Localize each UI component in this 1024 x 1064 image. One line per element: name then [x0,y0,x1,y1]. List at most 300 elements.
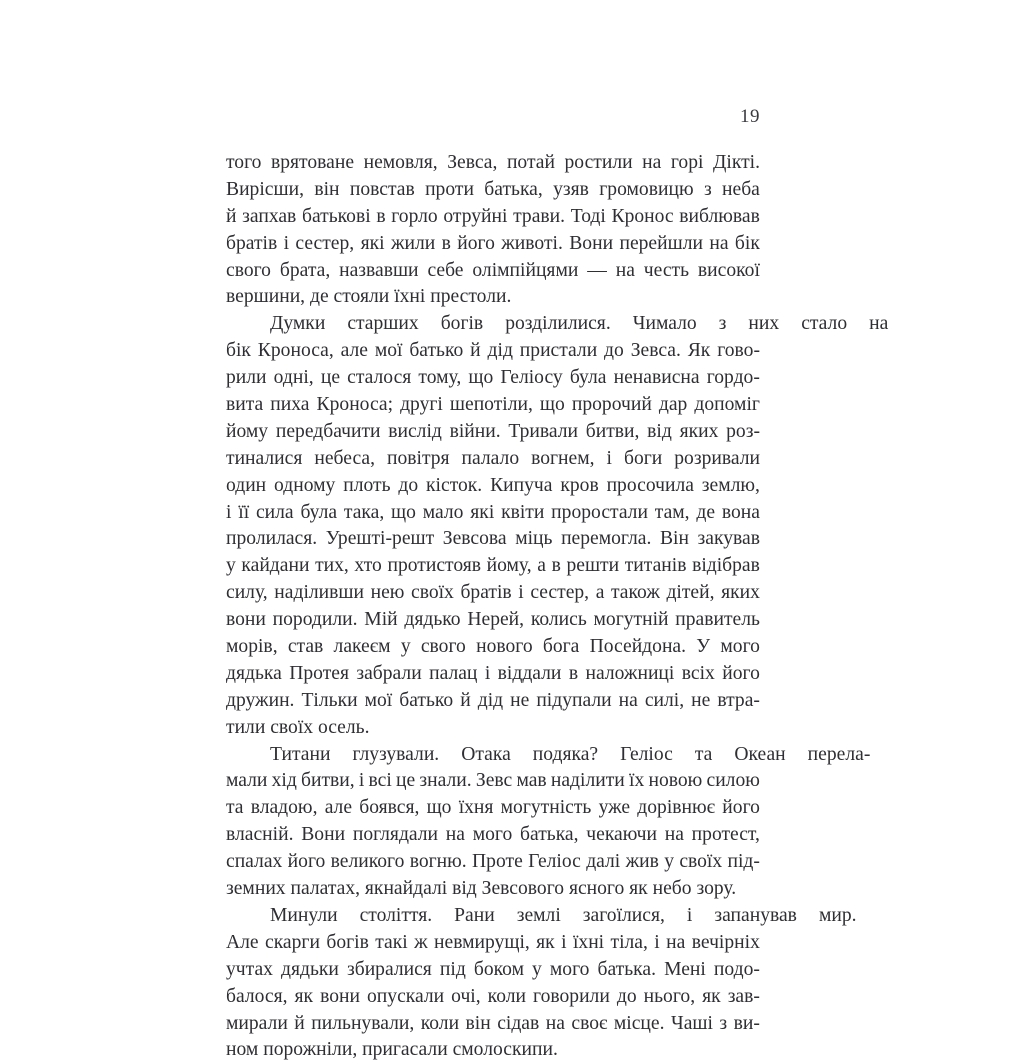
word: але [324,797,353,819]
word: хід [271,770,297,792]
word: закував [697,528,760,550]
text-line [226,500,760,527]
word: став [287,636,324,658]
word: вона [721,501,760,523]
word: силі, [644,689,685,711]
word: своє [571,1012,608,1034]
word: квіти [501,501,545,523]
word: Вони [569,232,614,254]
word: Геліос [620,743,673,765]
word: вони [226,609,266,631]
word: свого [226,259,271,281]
text-line [226,553,760,580]
word: тому, [418,367,462,389]
word: і [358,770,365,792]
word: решти [566,555,620,577]
word: братів [460,582,512,604]
word: також [610,582,660,604]
word: на [642,152,662,173]
word: Проте [472,851,523,873]
text-line [226,742,871,769]
word: з [719,1012,728,1034]
word: в [441,232,451,254]
word: століття. [359,904,433,926]
word: Чимало [632,313,697,335]
word: перела- [807,743,871,765]
word: і [226,501,232,523]
word: честь [643,259,690,281]
word: розривали [674,447,760,469]
word: пильнували, [311,1012,415,1034]
word: роз- [726,420,760,442]
word: братів [226,232,278,254]
word: колись [530,609,587,631]
word: породили. [272,609,358,631]
word: всі [368,770,392,792]
word: на [666,931,686,953]
word: поглядали [352,824,439,846]
word: до [398,474,419,496]
word: як [294,985,314,1007]
word: підупали [536,689,612,711]
word: дід [477,689,504,711]
word: такі [375,931,408,953]
word: великого [330,851,405,873]
word: назвавши [339,259,419,281]
word: перемогла. [561,528,652,550]
text-line [226,177,760,204]
word: брата, [279,259,331,281]
word: була [300,501,338,523]
text-line [226,661,760,688]
word: кайдани [241,555,310,577]
word: наложниці [585,662,675,684]
word: далі [586,851,621,873]
word: Мій [364,609,398,631]
word: спалах [226,851,283,873]
word: проростали [551,501,648,523]
word: яких [721,582,760,604]
text-line [226,258,760,285]
word: коли [487,985,526,1007]
word: пролилася. [226,528,318,550]
word: хто [354,555,382,577]
page-number: 19 [740,106,760,127]
word: війни. [449,420,501,442]
word: очі, [451,985,481,1007]
word: подяка? [532,743,599,765]
word: його [722,797,760,819]
word: жив [625,851,659,873]
word: батько [399,689,454,711]
word: просочила [606,474,694,496]
word: сестер, [295,232,355,254]
word: і [484,662,491,684]
word: боком [473,958,524,980]
word: дружин. [226,689,295,711]
word: невмирущі, [434,931,530,953]
word: мирали [226,1012,288,1034]
word: запхав [242,205,297,227]
text-line: вершини, де стояли їхні престоли. [226,286,512,308]
word: У [696,636,711,658]
word: в [376,205,386,227]
word: не [510,689,530,711]
paragraph [226,150,760,311]
word: високої [697,259,760,281]
word: й [460,689,471,711]
word: й [226,205,237,227]
text-line [226,365,760,392]
word: животі. [501,232,563,254]
word: батька, [484,178,543,200]
word: кісток. [426,474,483,496]
word: пристали [519,340,598,362]
word: де [696,501,716,523]
word: мало [422,501,464,523]
word: протест, [691,824,760,846]
word: вечірніх [691,931,760,953]
text-line [226,957,760,984]
word: у [664,851,674,873]
word: Він [659,528,689,550]
word: їх [629,770,645,792]
word: ви- [733,1012,760,1034]
text-line [226,311,889,338]
word: зав- [727,985,760,1007]
word: відібрав [692,555,760,577]
word: їхня [458,797,494,819]
word: сталося [347,367,412,389]
word: мої [364,689,393,711]
word: неба [722,178,760,200]
word: потай [506,152,555,173]
word: сила [255,501,294,523]
word: як [702,985,721,1007]
word: була [569,367,607,389]
word: наділити [550,770,625,792]
word: сестер, [530,582,590,604]
word: які [470,501,495,523]
word: трави. [513,205,566,227]
word: знали. [419,770,472,792]
word: палац [429,662,478,684]
word: силою [706,770,760,792]
word: на [869,313,889,335]
text-line: ном порожніли, пригасали смолоскипи. [226,1039,558,1061]
word: землі [516,904,561,926]
word: повітря [386,447,450,469]
word: одному [274,474,336,496]
word: на [445,824,465,846]
word: під- [727,851,760,873]
word: але [340,340,368,362]
word: Мені [664,958,706,980]
word: Вирісши, [226,178,304,200]
word: могутній [593,609,669,631]
word: Кроноса; [316,394,394,416]
word: Посейдона. [589,636,687,658]
word: у [400,636,411,658]
word: проти [425,178,474,200]
word: гордо- [706,367,760,389]
word: на [709,232,729,254]
word: і [654,931,660,953]
word: Тільки [301,689,358,711]
word: ж [414,931,428,953]
word: з [703,178,712,200]
text-line [226,473,760,500]
text-line [226,580,760,607]
paragraph [226,903,857,1064]
word: дядьки [281,958,339,980]
word: мир. [818,904,857,926]
word: вогню. [409,851,467,873]
word: немовля, [363,152,438,173]
word: Як [687,340,711,362]
word: він [314,178,340,200]
word: Тоді [570,205,606,227]
word: Геліосу [500,367,563,389]
word: Кронос [611,205,674,227]
text-line [226,795,760,822]
word: мали [226,770,268,792]
word: — [587,259,607,281]
word: на [664,824,684,846]
word: що [539,394,565,416]
word: це [320,367,341,389]
word: батько [409,340,464,362]
word: Думки [270,313,326,335]
word: втра- [717,689,760,711]
word: балося, [226,985,288,1007]
word: Зевс [475,770,513,792]
word: Геліос [528,851,581,873]
word: а [595,582,605,604]
word: шепотіли, [449,394,533,416]
word: батька. [597,958,656,980]
word: забрали [356,662,422,684]
word: з [718,313,727,335]
word: і [561,931,567,953]
word: мав [516,770,547,792]
text-line [226,392,760,419]
word: ненависна [613,367,700,389]
word: нею [370,582,405,604]
word: одні, [273,367,314,389]
word: богів [326,931,369,953]
word: узяв [553,178,589,200]
word: на [545,1012,565,1034]
word: нового [476,636,533,658]
word: бік [734,232,760,254]
word: тиналися [226,447,303,469]
word: коли [420,1012,460,1034]
paragraph [226,742,871,903]
word: яких [679,420,719,442]
word: та [226,797,244,819]
word: на [618,689,638,711]
word: і [283,232,290,254]
word: які [360,232,385,254]
word: них [748,313,780,335]
text-line [226,607,760,634]
word: перейшли [619,232,703,254]
word: Зевса. [630,340,681,362]
word: батька, [520,824,579,846]
word: стало [801,313,848,335]
word: його [457,232,495,254]
word: Кроноса, [257,340,334,362]
text-line [226,150,760,177]
word: до [616,985,637,1007]
word: боявся, [359,797,420,819]
word: лакеєм [333,636,391,658]
word: та [694,743,713,765]
word: його [722,662,760,684]
word: збиралися [346,958,432,980]
text-line [226,526,760,553]
word: чекаючи [586,824,657,846]
word: їхні [572,931,605,953]
word: палало [461,447,520,469]
word: і [686,904,693,926]
word: це [396,770,416,792]
text-line [226,688,760,715]
word: Минули [270,904,338,926]
word: й [470,340,481,362]
word: що [468,367,494,389]
word: тіла, [610,931,648,953]
word: плоть [343,474,391,496]
word: Дікті. [713,152,760,173]
word: ростили [564,152,633,173]
word: громовицю [599,178,694,200]
word: допоміг [694,394,760,416]
word: міць [515,528,553,550]
word: там, [654,501,690,523]
word: отруйні [443,205,508,227]
word: дорівнює [637,797,716,819]
word: йому, [486,555,532,577]
word: вони [320,985,360,1007]
word: нього, [643,985,696,1007]
word: виблював [679,205,760,227]
word: говорили [533,985,610,1007]
word: кров [560,474,599,496]
word: один [226,474,267,496]
word: себе [427,259,464,281]
word: рили [226,367,267,389]
word: Зевса, [447,152,498,173]
word: дядько [404,609,461,631]
word: передбачити [275,420,381,442]
text-line [226,984,760,1011]
text-line [226,768,760,795]
body-text-block [226,150,889,1064]
word: скарги [265,931,320,953]
word: могутність [500,797,592,819]
word: опускали [367,985,445,1007]
word: правитель [675,609,760,631]
word: пророчий [571,394,652,416]
word: всіх [681,662,715,684]
word: врятоване [271,152,355,173]
word: повстав [349,178,415,200]
word: мого [720,636,760,658]
word: Рани [454,904,495,926]
word: новою [648,770,703,792]
word: мого [549,958,590,980]
word: битви, [301,770,355,792]
word: бік [226,340,251,362]
word: горло [391,205,438,227]
text-line [226,849,760,876]
word: морів, [226,636,278,658]
word: Але [226,931,259,953]
word: його [287,851,326,873]
text-line [226,446,760,473]
word: дядька [226,662,282,684]
text-line: земних палатах, якнайдалі від Зевсового ясного як небо зору. [226,878,737,900]
word: уже [598,797,631,819]
text-line: тили своїх осель. [226,716,370,738]
word: гово- [717,340,760,362]
word: Вони [301,824,346,846]
word: а [537,555,546,577]
word: не [691,689,711,711]
text-line [226,204,760,231]
word: в [568,662,579,684]
text-line [226,903,857,930]
word: титанів [624,555,687,577]
word: розділилися. [505,313,611,335]
text-line [226,634,760,661]
word: мого [472,824,513,846]
word: запанував [714,904,797,926]
word: що [391,501,416,523]
word: мої [374,340,403,362]
word: дар [658,394,688,416]
word: вислід [388,420,442,442]
word: протистояв [387,555,482,577]
word: Титани [270,743,331,765]
word: як [536,931,555,953]
word: така, [343,501,385,523]
word: землю, [701,474,760,496]
word: під [439,958,466,980]
word: сідав [497,1012,540,1034]
word: йому [226,420,269,442]
word: старших [347,313,419,335]
word: від [647,420,672,442]
word: до [604,340,624,362]
word: Отака [461,743,511,765]
word: силу, [226,582,268,604]
word: Океан [734,743,786,765]
word: вита [226,394,264,416]
word: свого [420,636,466,658]
text-line [226,419,760,446]
word: богів [440,313,484,335]
word: у [226,555,236,577]
word: загоїлися, [582,904,665,926]
word: місце. [613,1012,665,1034]
word: подо- [713,958,760,980]
word: і [518,582,524,604]
word: Нерей, [467,609,525,631]
word: Урешті-решт [325,528,435,550]
